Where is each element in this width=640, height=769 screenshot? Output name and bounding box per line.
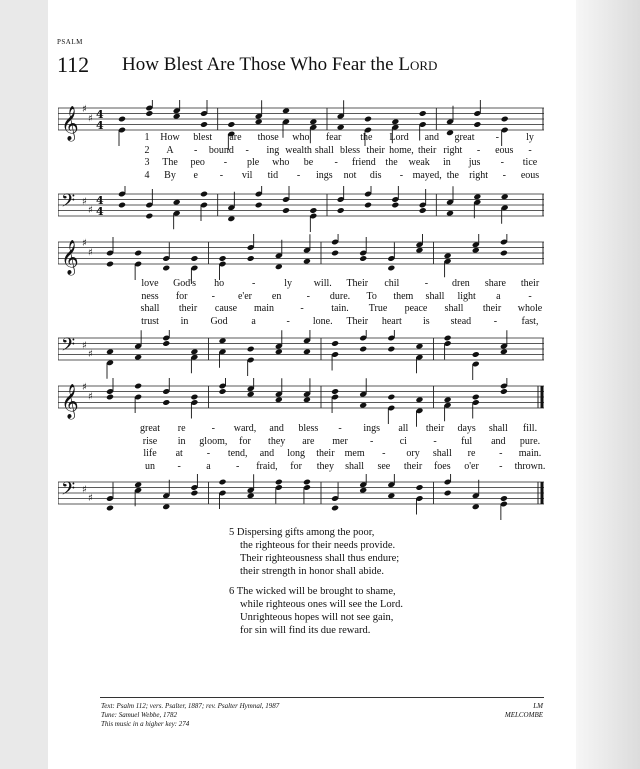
key-sharp-glyph: ♯	[82, 238, 87, 249]
lyric-syllable: fraid,	[256, 460, 278, 472]
note-head	[219, 479, 227, 486]
lyric-line	[0, 170, 640, 182]
verse-number: 4	[144, 169, 150, 181]
lyric-syllable: the	[446, 169, 459, 181]
lyric-syllable: their	[178, 303, 198, 314]
lyric-syllable: great	[140, 423, 160, 434]
lyric-syllable: God	[210, 315, 228, 327]
lyric-syllable: see	[377, 460, 391, 472]
lyric-syllable: dren	[452, 278, 470, 289]
lyric-syllable: long	[287, 448, 306, 459]
lyric-syllable: at	[175, 448, 183, 459]
lyric-syllable: weak	[408, 157, 430, 168]
stanza-line: for sin will find its due reward.	[240, 625, 371, 636]
note-head	[444, 490, 452, 497]
lyric-hyphen: -	[211, 290, 215, 302]
lyric-syllable: The	[162, 157, 178, 168]
lyric-syllable: are	[229, 132, 242, 143]
time-signature-glyph: 4	[96, 108, 104, 121]
lyric-hyphen: -	[495, 132, 499, 143]
lyric-syllable: foes	[433, 460, 451, 472]
lyric-syllable: right	[469, 169, 489, 181]
lyric-syllable: mem	[344, 448, 365, 459]
lyric-syllable: ho	[214, 278, 225, 289]
lyric-hyphen: -	[476, 144, 481, 156]
note-head	[473, 121, 481, 128]
lyric-hyphen: -	[382, 448, 386, 459]
stanza-number: 5	[229, 527, 237, 538]
lyric-syllable: great	[454, 132, 475, 143]
lyric-hyphen: -	[338, 423, 342, 434]
key-sharp-glyph: ♯	[88, 492, 93, 504]
key-sharp-glyph: ♯	[88, 204, 93, 216]
note-head	[500, 388, 508, 395]
lyric-syllable: right	[443, 144, 463, 156]
lyric-line	[0, 448, 640, 460]
note-head	[134, 383, 142, 390]
lyric-line	[0, 461, 640, 473]
time-signature-glyph: 4	[96, 194, 104, 207]
note-head	[359, 346, 367, 353]
lyric-hyphen: -	[245, 144, 249, 156]
lyric-hyphen: -	[236, 460, 240, 472]
key-sharp-glyph: ♯	[82, 340, 87, 352]
lyric-syllable: for	[290, 460, 302, 472]
footer-tune-info	[505, 702, 543, 720]
stanza-line: while righteous ones will see the Lord.	[240, 599, 404, 610]
lyric-syllable: shall	[425, 290, 445, 302]
stanza-text: The wicked will be brought to shame,	[236, 586, 396, 597]
lyric-syllable: bound	[208, 144, 234, 156]
key-sharp-glyph: ♯	[88, 247, 93, 259]
lyric-syllable: days	[457, 423, 476, 434]
lyric-line	[0, 436, 640, 448]
note-head	[331, 388, 339, 395]
lyric-syllable: mer	[332, 435, 348, 447]
lyric-syllable: a	[206, 460, 211, 472]
note-head	[331, 505, 339, 512]
hymn-number: 112	[57, 52, 90, 77]
lyric-syllable: and	[491, 435, 506, 447]
stanza-line: Their righteousness shall thus endure;	[240, 553, 400, 564]
lyric-syllable: un	[145, 460, 155, 472]
lyric-hyphen: -	[369, 435, 374, 447]
lyric-syllable: eous	[495, 144, 514, 156]
lyric-syllable: is	[423, 315, 430, 327]
lyric-line	[0, 303, 640, 315]
note-head	[282, 207, 290, 214]
lyric-syllable: ly	[284, 278, 293, 289]
lyric-syllable: ful	[461, 435, 473, 447]
lyric-syllable: blest	[193, 132, 213, 143]
lyric-syllable: share	[484, 278, 507, 289]
note-head	[331, 250, 339, 257]
footer-rule	[100, 697, 544, 698]
lyric-syllable: main	[254, 303, 274, 314]
lyric-syllable: shall	[488, 423, 508, 434]
lyric-hyphen: -	[223, 157, 228, 168]
lyric-syllable: ory	[406, 448, 420, 459]
note-head	[472, 351, 480, 358]
note-head	[219, 388, 227, 395]
bass-staff-1	[58, 186, 544, 238]
note-head	[118, 116, 126, 123]
note-head	[162, 340, 170, 347]
lyric-syllable: dure.	[329, 290, 351, 302]
lyric-line	[0, 157, 640, 169]
note-head	[501, 116, 509, 123]
note-head	[387, 346, 395, 353]
lyric-syllable: in	[177, 435, 186, 447]
lyric-syllable: peo	[190, 157, 205, 168]
lyric-syllable: lone.	[312, 315, 333, 327]
note-head	[419, 110, 427, 117]
note-head	[145, 110, 153, 117]
lyric-syllable: their	[520, 278, 540, 289]
lyric-syllable: re	[177, 423, 186, 434]
lyric-syllable: a	[251, 315, 256, 327]
lyric-syllable: How	[160, 132, 180, 143]
note-head	[200, 121, 208, 128]
lyric-hyphen: -	[502, 169, 506, 181]
note-head	[227, 121, 235, 128]
lyric-line	[0, 278, 640, 290]
lyric-syllable: ings	[363, 423, 380, 434]
lyric-syllable: bless	[298, 423, 319, 434]
key-sharp-glyph: ♯	[82, 484, 87, 496]
treble-clef-glyph: 𝄞	[61, 240, 79, 275]
note-head	[162, 265, 170, 272]
lyric-syllable: friend	[351, 157, 376, 168]
treble-clef-glyph: 𝄞	[61, 384, 79, 419]
lyric-syllable: bless	[340, 144, 360, 156]
lyric-syllable: their	[482, 303, 502, 314]
lyric-hyphen: -	[211, 423, 215, 434]
lyric-syllable: a	[496, 290, 501, 302]
lyric-hyphen: -	[499, 460, 503, 472]
lyric-syllable: shall	[432, 448, 452, 459]
lyric-syllable: not	[343, 169, 357, 181]
lyric-syllable: in	[180, 315, 189, 327]
lyric-hyphen: -	[296, 169, 301, 181]
lyric-syllable: those	[257, 132, 279, 143]
page-edge-shadow	[576, 0, 640, 769]
note-head	[134, 250, 142, 257]
key-sharp-glyph: ♯	[82, 382, 87, 393]
credit-tune-label: Tune:	[101, 711, 119, 719]
lyric-syllable: pure.	[519, 435, 541, 447]
stanza-6	[229, 585, 403, 637]
stanza-number: 6	[229, 586, 237, 597]
lyric-hyphen: -	[251, 278, 256, 289]
lyric-syllable: for	[175, 290, 188, 302]
note-head	[444, 335, 452, 342]
lyric-syllable: and	[269, 423, 284, 434]
lyric-syllable: e	[193, 169, 198, 181]
lyric-syllable: their	[403, 460, 423, 472]
note-head	[387, 265, 395, 272]
note-head	[364, 202, 372, 209]
key-sharp-glyph: ♯	[88, 113, 93, 125]
lyric-syllable: they	[268, 435, 286, 447]
note-head	[247, 255, 255, 262]
lyric-syllable: ings	[315, 169, 333, 181]
lyric-syllable: main.	[518, 448, 542, 459]
note-head	[387, 394, 395, 401]
lyric-line	[0, 145, 640, 157]
verse-number: 2	[144, 144, 150, 156]
key-sharp-glyph: ♯	[88, 348, 93, 360]
note-head	[359, 255, 367, 262]
verse-number: 1	[144, 132, 150, 143]
lyric-syllable: ing	[266, 144, 280, 156]
note-head	[145, 213, 153, 220]
lyric-hyphen: -	[206, 448, 211, 459]
lyric-syllable: trust	[141, 315, 159, 327]
note-head	[219, 255, 227, 262]
lyric-hyphen: -	[500, 157, 504, 168]
lyric-syllable: tain.	[331, 303, 349, 314]
note-head	[190, 255, 198, 262]
stanza-line: their strength in honor shall abide.	[240, 566, 385, 577]
lyric-hyphen: -	[433, 435, 437, 447]
note-head	[106, 394, 114, 401]
lyric-syllable: God's	[173, 278, 196, 289]
lyric-syllable: ci	[399, 435, 407, 447]
note-head	[200, 191, 208, 198]
bass-staff-2	[58, 330, 544, 382]
lyric-syllable: their	[417, 144, 437, 156]
lyric-syllable: shall	[314, 144, 334, 156]
lyric-syllable: eous	[520, 169, 540, 181]
tune-name: MELCOMBE	[504, 711, 543, 719]
lyric-syllable: who	[272, 157, 290, 168]
time-signature-glyph: 4	[96, 205, 104, 218]
lyric-syllable: thrown.	[514, 460, 546, 472]
lyric-syllable: the	[360, 132, 373, 143]
time-signature-glyph: 4	[96, 119, 104, 132]
lyric-hyphen: -	[194, 144, 198, 156]
key-sharp-glyph: ♯	[82, 196, 87, 208]
note-head	[162, 399, 170, 406]
note-head	[391, 202, 399, 209]
lyric-hyphen: -	[177, 460, 181, 472]
lyric-syllable: and	[424, 132, 440, 143]
lyric-syllable: their	[316, 448, 335, 459]
lyric-syllable: will.	[313, 278, 332, 289]
hymn-title	[122, 54, 437, 76]
note-head	[190, 394, 198, 401]
lyric-line	[0, 132, 640, 144]
lyric-syllable: ness	[141, 290, 159, 302]
lyric-syllable: peace	[404, 303, 428, 314]
lyric-syllable: ward,	[233, 423, 257, 434]
lyric-syllable: home,	[389, 144, 414, 156]
lyric-syllable: Lord	[389, 132, 409, 143]
bass-clef-glyph: 𝄢	[61, 191, 76, 216]
lyric-syllable: shall	[345, 460, 365, 472]
lyric-syllable: the	[385, 157, 398, 168]
lyric-syllable: By	[164, 169, 176, 181]
stanza-line	[229, 585, 403, 598]
lyric-hyphen: -	[306, 290, 310, 302]
lyric-syllable: wealth	[285, 144, 312, 156]
lyric-syllable: shall	[444, 303, 464, 314]
credit-note: This music in a higher key: 274	[101, 720, 190, 728]
note-head	[118, 202, 126, 209]
note-head	[337, 207, 345, 214]
lyric-syllable: tid	[267, 169, 279, 181]
lyric-syllable: they	[316, 460, 334, 472]
bass-staff-3	[58, 474, 544, 526]
lyric-syllable: jus	[468, 157, 481, 168]
note-head	[472, 394, 480, 401]
stanza-5	[229, 526, 399, 578]
lyric-syllable: A	[166, 144, 174, 156]
note-head	[106, 505, 114, 512]
verse-number: 3	[144, 157, 150, 168]
hymn-title-main: How Blest Are Those Who Fear the	[122, 54, 399, 75]
lyric-syllable: vil	[241, 169, 253, 181]
lyric-syllable: en	[271, 290, 282, 302]
stanza-line: Unrighteous hopes will not see gain,	[240, 612, 394, 623]
note-head	[190, 490, 198, 497]
footer-credits	[101, 702, 279, 729]
lyric-line	[0, 291, 640, 303]
lyric-syllable: re	[467, 448, 476, 459]
note-head	[500, 250, 508, 257]
lyric-hyphen: -	[528, 144, 532, 156]
lyric-syllable: are	[302, 435, 315, 447]
note-head	[106, 261, 114, 268]
lyric-syllable: ple	[246, 157, 260, 168]
lyric-syllable: their	[425, 423, 445, 434]
note-head	[247, 346, 255, 353]
lyric-hyphen: -	[399, 169, 404, 181]
lyric-hyphen: -	[493, 315, 498, 327]
lyric-hyphen: -	[219, 169, 224, 181]
credit-text-value: Psalm 112; vers. Psalter, 1887; rev. Psalter Hymnal, 1987	[116, 702, 280, 710]
lyric-syllable: ly	[526, 132, 534, 143]
lyric-syllable: e'er	[237, 290, 253, 302]
lyric-syllable: heart	[381, 315, 402, 327]
lyric-syllable: all	[398, 423, 409, 434]
lyric-syllable: tend,	[227, 448, 248, 459]
lyric-syllable: fill.	[522, 423, 538, 434]
lyric-syllable: Their	[346, 278, 369, 289]
lyric-hyphen: -	[424, 278, 429, 289]
note-head	[415, 484, 423, 491]
lyric-line	[0, 423, 640, 435]
lyric-syllable: o'er	[464, 460, 479, 472]
lyric-hyphen: -	[286, 315, 290, 327]
lyric-syllable: cause	[214, 303, 238, 314]
key-sharp-glyph: ♯	[82, 104, 87, 115]
bass-clef-glyph: 𝄢	[61, 479, 76, 504]
lyric-hyphen: -	[528, 290, 532, 302]
bass-clef-glyph: 𝄢	[61, 335, 76, 360]
lyric-syllable: To	[366, 290, 377, 302]
lyric-syllable: for	[239, 435, 251, 447]
lyric-syllable: love	[141, 278, 159, 289]
key-sharp-glyph: ♯	[88, 391, 93, 403]
lyric-syllable: them	[393, 290, 414, 302]
note-head	[275, 479, 283, 486]
lyric-syllable: in	[443, 157, 451, 168]
lyric-syllable: rise	[142, 435, 158, 447]
note-head	[303, 479, 311, 486]
lyric-syllable: chil	[384, 278, 400, 289]
lyric-syllable: fear	[325, 132, 342, 143]
lyric-syllable: and	[259, 448, 275, 459]
note-head	[500, 495, 508, 502]
lyric-syllable: tice	[522, 157, 538, 168]
lyric-syllable: life	[143, 448, 157, 459]
stanza-text: Dispersing gifts among the poor,	[236, 527, 375, 538]
lyric-hyphen: -	[334, 157, 338, 168]
note-head	[419, 207, 427, 214]
note-head	[255, 202, 263, 209]
lyric-syllable: light	[457, 290, 476, 302]
note-head	[331, 340, 339, 347]
lyric-syllable: True	[368, 303, 388, 314]
treble-clef-glyph: 𝄞	[61, 106, 79, 141]
lyric-syllable: gloom,	[199, 435, 228, 447]
note-head	[364, 116, 372, 123]
lyric-syllable: Their	[346, 315, 369, 327]
meter: LM	[533, 702, 543, 710]
lyric-line	[0, 316, 640, 328]
hymn-title-smallcaps: Lord	[398, 54, 438, 75]
lyric-syllable: their	[366, 144, 385, 156]
lyric-syllable: be	[303, 157, 314, 168]
stanza-line: the righteous for their needs provide.	[240, 540, 396, 551]
credit-text-label: Text:	[101, 702, 117, 710]
credit-tune-value: Samuel Webbe, 1782	[118, 711, 177, 719]
lyric-syllable: mayed,	[412, 169, 442, 181]
lyric-hyphen: -	[499, 448, 503, 459]
lyric-syllable: stead	[450, 315, 472, 327]
stanza-line	[229, 526, 399, 539]
lyric-syllable: whole	[517, 303, 543, 314]
lyric-syllable: shall	[140, 303, 160, 314]
lyric-hyphen: -	[300, 303, 304, 314]
lyric-syllable: fast,	[521, 315, 539, 327]
lyric-syllable: who	[292, 132, 310, 143]
section-kicker: PSALM	[57, 38, 83, 46]
note-head	[309, 207, 317, 214]
lyric-syllable: dis	[369, 169, 382, 181]
